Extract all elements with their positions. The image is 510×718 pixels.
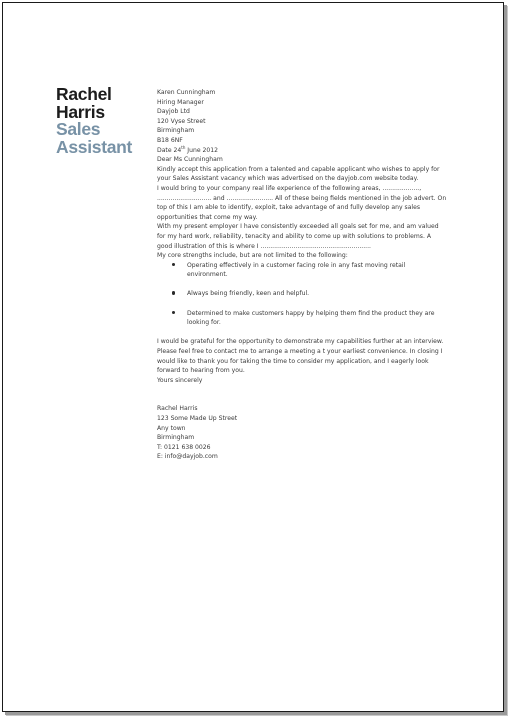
date-prefix: Date 24 [157,146,182,154]
recipient-address [157,88,447,146]
sender-name: Rachel Harris [157,405,198,413]
job-title-line-1: Sales [56,119,101,139]
sender-address [157,404,447,462]
recipient-street: 120 Vyse Street [157,117,206,125]
letter-body [157,88,447,462]
recipient-name: Karen Cunningham [157,89,216,96]
recipient-role: Hiring Manager [157,98,204,106]
sign-off: Yours sincerely [157,376,203,384]
sender-street: 123 Some Made Up Street [157,415,238,422]
strength-text: Always being friendly, keen and helpful. [187,290,310,298]
list-item [157,289,437,299]
list-item [157,309,437,328]
paragraph-closing: I would be grateful for the opportunity to demonstrate my capabilities further at an interview. Please feel free to contact me to arrange a meeting a t your earliest convenience. In closing I would like to thank you for taking the time to consider my application, and I eagerly look forward to hearing from you. [157,338,444,375]
bullet-icon [172,291,175,294]
job-title-line-2: Assistant [56,136,133,157]
bullet-icon [172,311,175,314]
applicant-heading [56,86,132,156]
paragraph-strengths-intro: My core strengths include, but are not limited to the following: [157,252,348,260]
strength-text: Determined to make customers happy by helping them find the product they are looking for. [187,309,435,327]
date-suffix: th [181,144,186,150]
paragraph-intro: Kindly accept this application from a talented and capable applicant who wishes to apply for your Sales Assistant vacancy which was advertised on the dayjob.com website today. [157,165,440,183]
recipient-company: Dayjob Ltd [157,108,190,116]
paragraph-experience: I would bring to your company real life experience of the following areas, ..................., ............................ and ........................ All of these being fields mentioned in the job advert. On top of this I am able to identify, exploit, take advantage of and fully develop any sales opportunities that come my way. [157,184,447,221]
bullet-icon [172,263,175,266]
sender-phone: T: 0121 638 0026 [157,443,211,451]
recipient-postcode: B18 6NF [157,136,183,144]
applicant-last-name: Harris [56,101,105,122]
sender-email: E: info@dayjob.com [157,453,218,461]
list-item [157,261,437,280]
date-rest: June 2012 [185,146,219,154]
strengths-list [157,261,447,328]
salutation: Dear Ms Cunningham [157,156,223,164]
letter-date [157,146,447,156]
sender-town: Any town [157,424,186,432]
recipient-city: Birmingham [157,127,195,135]
applicant-first-name: Rachel [56,84,112,104]
paragraph-achievements: With my present employer I have consistently exceeded all goals set for me, and am valued for my hard work, reliability, tenacity and ability to come up with solutions to problems. A good illustration of this is where I ......................................................... [157,223,439,250]
sender-city: Birmingham [157,434,195,442]
strength-text: Operating effectively in a customer facing role in any fast moving retail environment. [187,261,406,279]
